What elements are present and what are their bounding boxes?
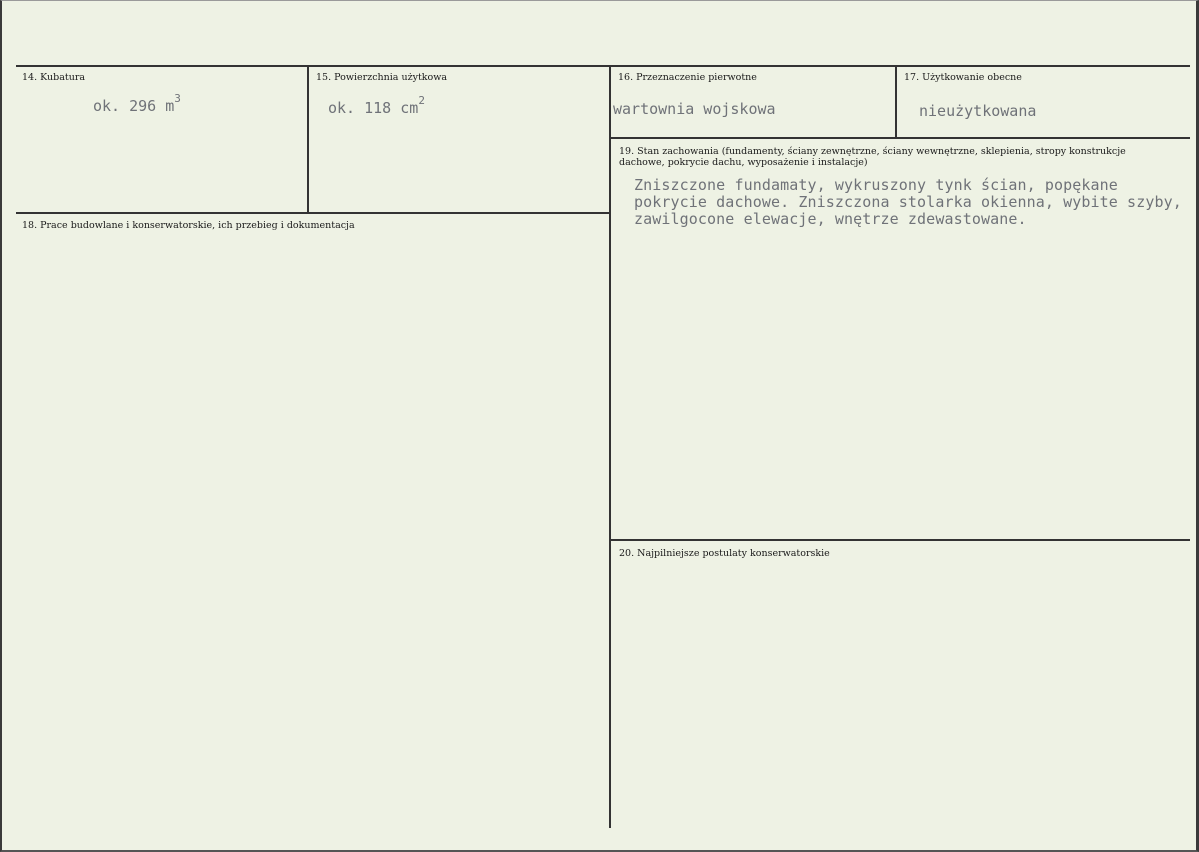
field-15-value-text: ok. 118 cm [328,99,419,117]
field-20-label: 20. Najpilniejsze postulaty konserwatorskie [619,548,830,559]
field-16-label: 16. Przeznaczenie pierwotne [618,72,757,83]
field-17-value: nieużytkowana [919,102,1037,120]
field-15-value [328,94,425,117]
field-15-value-unit-sup: 2 [418,94,425,107]
rule-under-19 [609,539,1190,541]
rule-under-16-17 [609,137,1190,139]
field-14-value [93,92,181,115]
divider-14-15 [307,65,309,213]
field-14-label: 14. Kubatura [22,72,86,83]
field-18-label: 18. Prace budowlane i konserwatorskie, ich przebieg i dokumentacja [22,220,355,231]
field-15-label: 15. Powierzchnia użytkowa [316,72,448,83]
field-19-label: 19. Stan zachowania (fundamenty, ściany zewnętrzne, ściany wewnętrzne, sklepienia, stropy konstrukcje dachowe, pokrycie dachu, wyposażenie i instalacje) [619,146,1126,168]
field-14-value-text: ok. 296 m [93,97,175,115]
field-14-value-unit-sup: 3 [174,92,181,105]
field-16-value: wartownia wojskowa [613,100,776,118]
field-17-label: 17. Użytkowanie obecne [904,72,1022,83]
divider-left-right [609,65,611,828]
field-19-value: Zniszczone fundamaty, wykruszony tynk ścian, popękane pokrycie dachowe. Zniszczona stolarka okienna, wybite szyby, zawilgocone elewacje, wnętrze zdewastowane. [634,176,1182,228]
top-rule [16,65,1190,67]
rule-under-14-15 [16,212,610,214]
divider-16-17 [895,65,897,138]
